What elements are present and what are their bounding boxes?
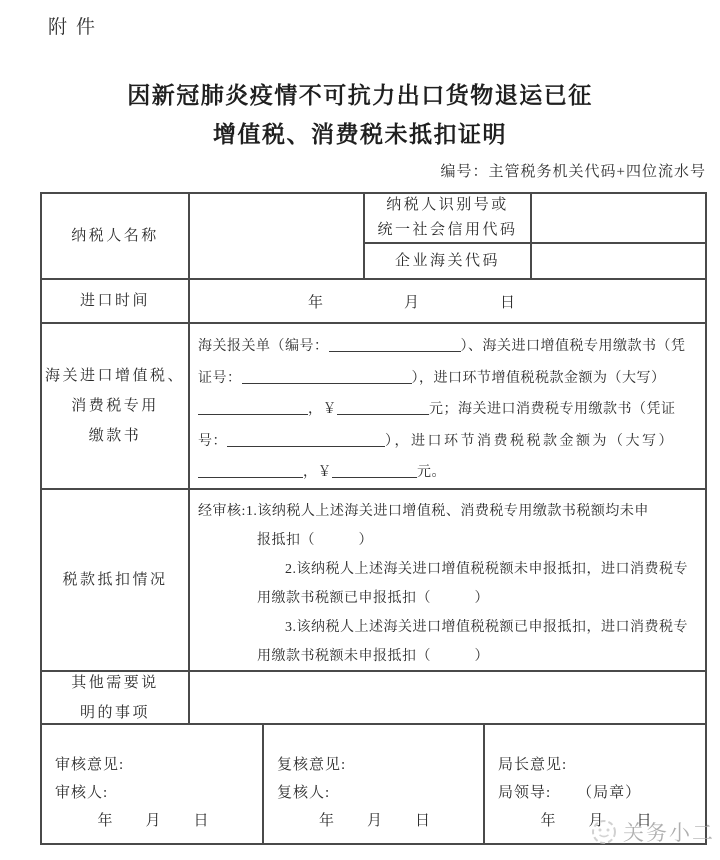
deduction-line-4: 用缴款书税额已申报抵扣（ ） [257,591,489,606]
other-notes-field[interactable] [190,672,705,723]
import-time-field[interactable]: 年 月 日 [308,294,517,311]
payment-text: 元；海关进口消费税专用缴款书（凭证 [429,402,676,417]
import-time-label: 进口时间 [42,280,190,322]
payment-doc-label-line3: 缴款书 [88,428,142,444]
watermark-text: 关务小二 [623,822,715,845]
customs-code-label: 企业海关代码 [365,244,532,278]
payment-text: ），进口环节增值税税款金额为（大写） [411,370,666,386]
payment-doc-content [190,324,705,488]
payment-text: 证号： [198,370,242,386]
taxpayer-name-field[interactable] [190,194,365,278]
payment-text: ，￥ [303,465,332,480]
other-notes-label [42,672,190,723]
deduction-row [42,490,705,672]
title-line-1: 因新冠肺炎疫情不可抗力出口货物退运已征 [127,83,593,108]
payment-doc-label-line1: 海关进口增值税、 [44,368,185,384]
fill-blank-declaration-no[interactable] [329,339,461,352]
review-opinion-label: 审核意见: [55,757,125,773]
deduction-line-2: 报抵扣（ ） [257,533,373,548]
payment-text: 号： [198,433,227,449]
deduction-label: 税款抵扣情况 [42,490,190,670]
taxpayer-id-label [365,194,532,242]
deduction-content [190,490,705,670]
watermark-logo-icon [590,818,618,846]
title-line-2: 增值税、消费税未抵扣证明 [213,122,507,147]
payment-text: 元。 [417,465,446,480]
director-leader-line [498,779,705,807]
payment-doc-line-3 [198,394,697,426]
recheck-opinion-label: 复核意见: [277,757,347,773]
recheck-date: 年 月 日 [318,813,431,829]
customs-code-field[interactable] [532,244,705,278]
document-title [0,76,720,154]
other-notes-label-line2: 明的事项 [79,704,150,721]
bureau-seal-note: （局章） [577,785,642,801]
fill-blank-ct-amount-words[interactable] [198,465,303,478]
payment-text: ，￥ [308,402,337,417]
payment-doc-line-2 [198,363,697,395]
reviewer-label: 审核人: [55,785,109,801]
payment-doc-line-5 [198,457,697,489]
deduction-line-6: 用缴款书税额未申报抵扣（ ） [257,649,489,664]
customs-code-row [365,244,705,278]
other-notes-label-line1: 其他需要说 [71,674,159,691]
taxpayer-id-field[interactable] [532,194,705,242]
attachment-label: 附件 [48,17,105,38]
fill-blank-vat-amount-figures[interactable] [337,402,429,415]
director-opinion-label: 局长意见: [498,757,568,773]
taxpayer-name-label: 纳税人名称 [42,194,190,278]
payment-doc-label [42,324,190,488]
import-time-row [42,280,705,324]
fill-blank-vat-amount-words[interactable] [198,402,308,415]
taxpayer-id-label-line2: 统一社会信用代码 [377,222,518,238]
serial-note: 编号：主管税务机关代码+四位流水号 [440,164,706,180]
director-date: 年 月 日 [540,813,653,829]
fill-blank-vat-voucher-no[interactable] [242,371,412,384]
payment-doc-line-4 [198,426,697,458]
other-notes-row [42,672,705,725]
deduction-line-1: 经审核:1.该纳税人上述海关进口增值税、消费税专用缴款书税额均未申 [198,504,649,519]
taxpayer-row [42,194,705,280]
watermark [590,817,715,847]
taxpayer-id-row [365,194,705,244]
review-signature-cell[interactable] [42,725,264,843]
payment-text: ）、海关进口增值税专用缴款书（凭 [460,339,686,354]
deduction-line-3: 2.该纳税人上述海关进口增值税税额未申报抵扣，进口消费税专 [285,562,688,577]
taxpayer-id-block [365,194,705,278]
review-date: 年 月 日 [97,813,210,829]
fill-blank-ct-amount-figures[interactable] [332,465,417,478]
payment-text: 海关报关单（编号： [198,339,329,354]
recheck-signature-cell[interactable] [264,725,485,843]
taxpayer-id-label-line1: 纳税人识别号或 [386,197,509,213]
payment-doc-row [42,324,705,490]
payment-text: ），进口环节消费税税款金额为（大写） [385,433,675,449]
deduction-line-5: 3.该纳税人上述海关进口增值税税额已申报抵扣，进口消费税专 [285,620,688,635]
rechecker-label: 复核人: [277,785,331,801]
certificate-form-table [40,192,707,845]
payment-doc-line-1 [198,331,697,363]
fill-blank-ct-voucher-no[interactable] [227,434,385,447]
payment-doc-label-line2: 消费税专用 [71,398,159,414]
director-leader-label: 局领导: [498,785,552,801]
